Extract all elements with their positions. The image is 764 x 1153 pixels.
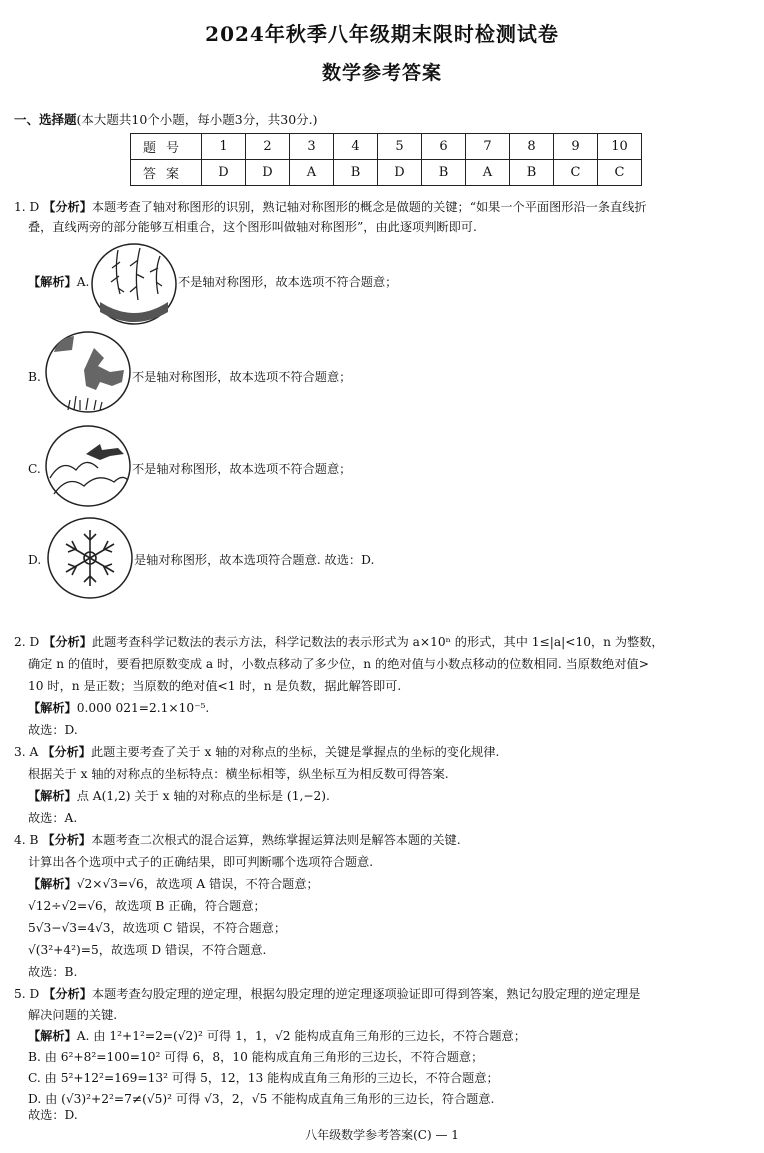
q4-analysis-line-2: 计算出各个选项中式子的正确结果，即可判断哪个选项符合题意. (28, 855, 374, 869)
q5-analysis-line-2: 解决问题的关键. (28, 1008, 118, 1022)
q3-analysis-line (14, 743, 499, 761)
answer-subtitle: 数学参考答案 (321, 62, 442, 84)
q4-solution-text: √2×√3=√6，故选项 A 错误，不符合题意； (76, 877, 319, 891)
q3-number: 3. A (14, 745, 39, 759)
solution-tag: 【解析】 (28, 789, 77, 803)
q4-analysis-text: 本题考查二次根式的混合运算，熟练掌握运算法则是解答本题的关键. (91, 833, 461, 847)
table-cell: D (378, 160, 422, 186)
section-heading (14, 110, 318, 128)
q3-choice: 故选：A. (28, 811, 78, 825)
solution-tag: 【解析】 (28, 701, 77, 715)
table-cell: 2 (246, 134, 290, 160)
analysis-tag: 【分析】 (42, 745, 91, 759)
q4-analysis-line (14, 831, 461, 849)
table-cell: 7 (466, 134, 510, 160)
table-cell: A (290, 160, 334, 186)
exam-title: 2024年秋季八年级期末限时检测试卷 (205, 22, 559, 46)
q5-solution-line (28, 1027, 526, 1045)
table-cell: A (466, 160, 510, 186)
table-cell: D (246, 160, 290, 186)
q2-analysis-line (14, 633, 664, 651)
q5-option-c: C. 由 5²+12²=169=13² 可得 5，12，13 能构成直角三角形的三边长，不符合题意； (28, 1071, 499, 1085)
q5-number: 5. D (14, 987, 40, 1001)
table-row-answers (131, 160, 642, 186)
row-label-number: 题号 (131, 134, 202, 160)
table-row-numbers (131, 134, 642, 160)
q3-analysis-line-2: 根据关于 x 轴的对称点的坐标特点：横坐标相等，纵坐标互为相反数可得答案. (28, 767, 449, 781)
q3-solution-text: 点 A(1,2) 关于 x 轴的对称点的坐标是 (1,−2). (76, 789, 330, 803)
table-cell: C (598, 160, 642, 186)
figure-d-snowflake-icon (46, 516, 134, 600)
table-cell: 4 (334, 134, 378, 160)
table-cell: B (510, 160, 554, 186)
q1-option-a-text: 不是轴对称图形，故本选项不符合题意； (178, 275, 398, 289)
table-cell: D (202, 160, 246, 186)
figure-a-willow-icon (90, 242, 178, 326)
q4-option-c: 5√3−√3=4√3，故选项 C 错误，不符合题意； (28, 921, 287, 935)
table-cell: 8 (510, 134, 554, 160)
q4-choice: 故选：B. (28, 965, 78, 979)
table-cell: 5 (378, 134, 422, 160)
table-cell: 6 (422, 134, 466, 160)
q2-number: 2. D (14, 635, 40, 649)
figure-c-bird-hills-icon (44, 424, 132, 508)
q5-option-b: B. 由 6²+8²=100=10² 可得 6，8，10 能构成直角三角形的三边长，不符合题意； (28, 1050, 484, 1064)
option-label: A. (76, 275, 90, 289)
solution-tag: 【解析】 (28, 1029, 77, 1043)
table-cell: B (334, 160, 378, 186)
q1-analysis-line-2: 叠，直线两旁的部分能够互相重合，这个图形叫做轴对称图形”，由此逐项判断即可. (28, 220, 477, 234)
q2-choice: 故选：D. (28, 723, 78, 737)
page-footer: 八年级数学参考答案(C) — 1 (305, 1128, 459, 1142)
q4-solution-line (28, 875, 319, 893)
q1-analysis-text: 本题考查了轴对称图形的识别，熟记轴对称图形的概念是做题的关键；“如果一个平面图形沿一条直线折 (91, 200, 647, 214)
analysis-tag: 【分析】 (43, 200, 92, 214)
analysis-tag: 【分析】 (42, 833, 92, 847)
q1-option-c-text: 不是轴对称图形，故本选项不符合题意； (132, 462, 352, 476)
table-cell: C (554, 160, 598, 186)
solution-tag: 【解析】 (28, 877, 77, 891)
q1-option-d-text: 是轴对称图形，故本选项符合题意. 故选：D. (134, 553, 375, 567)
table-cell: 3 (290, 134, 334, 160)
table-cell: 10 (598, 134, 642, 160)
q3-analysis-text: 此题主要考查了关于 x 轴的对称点的坐标，关键是掌握点的坐标的变化规律. (90, 745, 500, 759)
q4-option-d: √(3²+4²)=5，故选项 D 错误，不符合题意. (28, 943, 267, 957)
analysis-tag: 【分析】 (43, 635, 92, 649)
q4-number: 4. B (14, 833, 39, 847)
analysis-tag: 【分析】 (43, 987, 92, 1001)
section-note: (本大题共10个小题，每小题3分，共30分.) (76, 112, 318, 127)
q4-option-b: √12÷√2=√6，故选项 B 正确，符合题意； (28, 899, 266, 913)
q1-option-b-label: B. (28, 370, 41, 384)
row-label-answer: 答案 (131, 160, 202, 186)
table-cell: B (422, 160, 466, 186)
q1-option-b-text: 不是轴对称图形，故本选项不符合题意； (132, 370, 352, 384)
q1-option-c-label: C. (28, 462, 41, 476)
solution-tag: 【解析】 (28, 275, 77, 289)
q5-analysis-line (14, 985, 640, 1003)
answer-table (130, 133, 642, 186)
q2-solution-text: 0.000 021=2.1×10⁻⁵. (76, 701, 210, 715)
q5-option-d: D. 由 (√3)²+2²=7≠(√5)² 可得 √3，2，√5 不能构成直角三角形的三边长，符合题意. (28, 1092, 495, 1106)
table-cell: 9 (554, 134, 598, 160)
q2-analysis-line-3: 10 时，n 是正数；当原数的绝对值<1 时，n 是负数，据此解答即可. (28, 679, 402, 693)
q3-solution-line (28, 787, 330, 805)
q1-number: 1. D (14, 200, 40, 214)
q2-analysis-line-2: 确定 n 的值时，要看把原数变成 a 时，小数点移动了多少位，n 的绝对值与小数点移动的位数相同. 当原数绝对值> (28, 657, 649, 671)
q2-solution-line (28, 699, 209, 717)
q5-solution-text: A. 由 1²+1²=2=(√2)² 可得 1，1，√2 能构成直角三角形的三边长，不符合题意； (76, 1029, 526, 1043)
q5-choice: 故选：D. (28, 1108, 78, 1122)
q5-analysis-text: 本题考查勾股定理的逆定理，根据勾股定理的逆定理逐项验证即可得到答案，熟记勾股定理的逆定理是 (91, 987, 641, 1001)
q1-option-a (28, 273, 89, 291)
table-cell: 1 (202, 134, 246, 160)
q2-analysis-text: 此题考查科学记数法的表示方法，科学记数法的表示形式为 a×10ⁿ 的形式，其中 1≤|a|<10，n 为整数， (91, 635, 664, 649)
q1-analysis-line (14, 198, 647, 216)
figure-b-landscape-icon (44, 330, 132, 414)
q1-option-d-label: D. (28, 553, 42, 567)
section-label: 一、选择题 (14, 112, 77, 127)
